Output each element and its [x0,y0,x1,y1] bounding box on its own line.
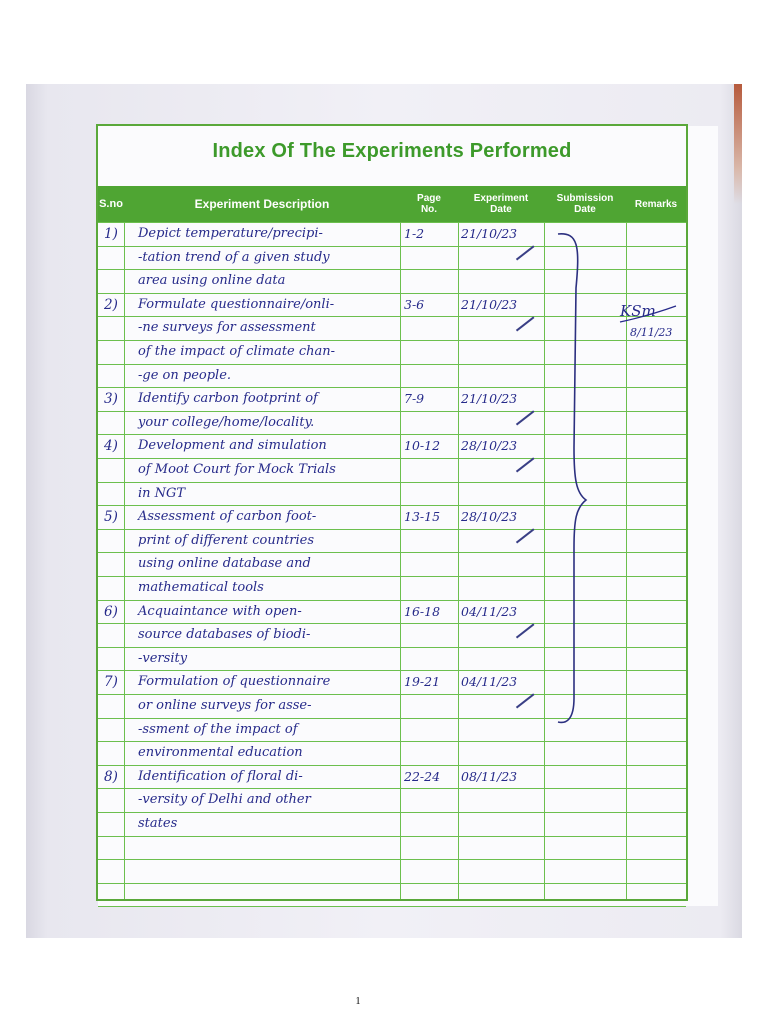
grid-column-line [124,222,125,899]
row-page-numbers: 10-12 [404,438,441,454]
row-description-line: mathematical tools [138,580,264,595]
row-sno: 4) [104,438,118,455]
row-sno: 3) [104,391,118,408]
header-page-no: Page No. [417,193,441,215]
row-description-line: Formulate questionnaire/onli- [138,296,335,312]
row-description-line: -versity of Delhi and other [138,792,311,808]
row-page-numbers: 16-18 [404,603,441,619]
row-description-line: of Moot Court for Mock Trials [138,462,336,477]
row-description-line: using online database and [138,556,311,572]
row-description-line: Assessment of carbon foot- [138,509,317,525]
row-description-line: print of different countries [138,532,315,548]
row-description-line: of the impact of climate chan- [138,344,336,359]
grid-row-line [98,859,686,860]
signature-date: 8/11/23 [630,326,673,339]
row-sno: 6) [104,603,118,620]
row-description-line: or online surveys for asse- [138,698,312,713]
row-description-line: -ssment of the impact of [138,721,298,737]
row-sno: 2) [104,296,118,313]
row-page-numbers: 19-21 [404,674,441,690]
header-description: Experiment Description [194,196,330,211]
row-experiment-date: 28/10/23 [461,438,518,454]
row-description-line: Identification of floral di- [138,768,303,784]
grid-row-line [98,836,686,837]
row-experiment-date: 08/11/23 [461,768,518,784]
row-sno: 7) [104,674,118,691]
row-page-numbers: 13-15 [404,509,441,525]
row-experiment-date: 04/11/23 [461,603,518,619]
row-description-line: your college/home/locality. [138,414,315,430]
grid-row-line [98,906,686,907]
row-description-line: states [138,816,178,831]
page-number: 1 [355,996,361,1007]
grid-column-line [544,222,545,899]
row-page-numbers: 22-24 [404,768,441,784]
grid-column-line [400,222,401,899]
remarks-signature [618,298,682,344]
row-description-line: -ge on people. [138,367,232,383]
row-page-numbers: 1-2 [404,226,425,241]
row-description-line: -ne surveys for assessment [138,320,316,336]
grid-column-line [458,222,459,899]
row-sno: 1) [104,226,118,242]
header-submission-date: Submission Date [556,193,614,215]
row-experiment-date: 04/11/23 [461,674,518,690]
submission-brace [552,228,588,728]
page-title: Index Of The Experiments Performed [212,140,572,162]
row-sno: 8) [104,768,118,785]
row-experiment-date: 21/10/23 [461,296,518,312]
row-experiment-date: 21/10/23 [461,226,518,241]
row-description-line: Formulation of questionnaire [138,674,331,690]
row-description-line: Depict temperature/precipi- [138,226,323,241]
row-description-line: area using online data [138,273,286,289]
row-description-line: environmental education [138,745,303,761]
notebook-cover-edge [734,84,742,204]
row-sno: 5) [104,509,118,526]
row-description-line: -versity [138,650,188,666]
row-description-line: Acquaintance with open- [138,603,302,619]
row-experiment-date: 21/10/23 [461,391,518,407]
row-experiment-date: 28/10/23 [461,509,518,525]
row-page-numbers: 7-9 [404,391,425,407]
signature-initials: KSm [620,302,656,320]
grid-row-line [98,883,686,884]
header-remarks: Remarks [634,198,678,210]
row-description-line: source databases of biodi- [138,627,311,643]
row-page-numbers: 3-6 [404,296,425,312]
row-description-line: Development and simulation [138,438,327,454]
row-description-line: -tation trend of a given study [138,249,330,265]
row-description-line: in NGT [138,485,186,501]
row-description-line: Identify carbon footprint of [138,391,318,407]
header-experiment-date: Experiment Date [473,193,529,215]
header-sno: S.no [99,197,123,210]
